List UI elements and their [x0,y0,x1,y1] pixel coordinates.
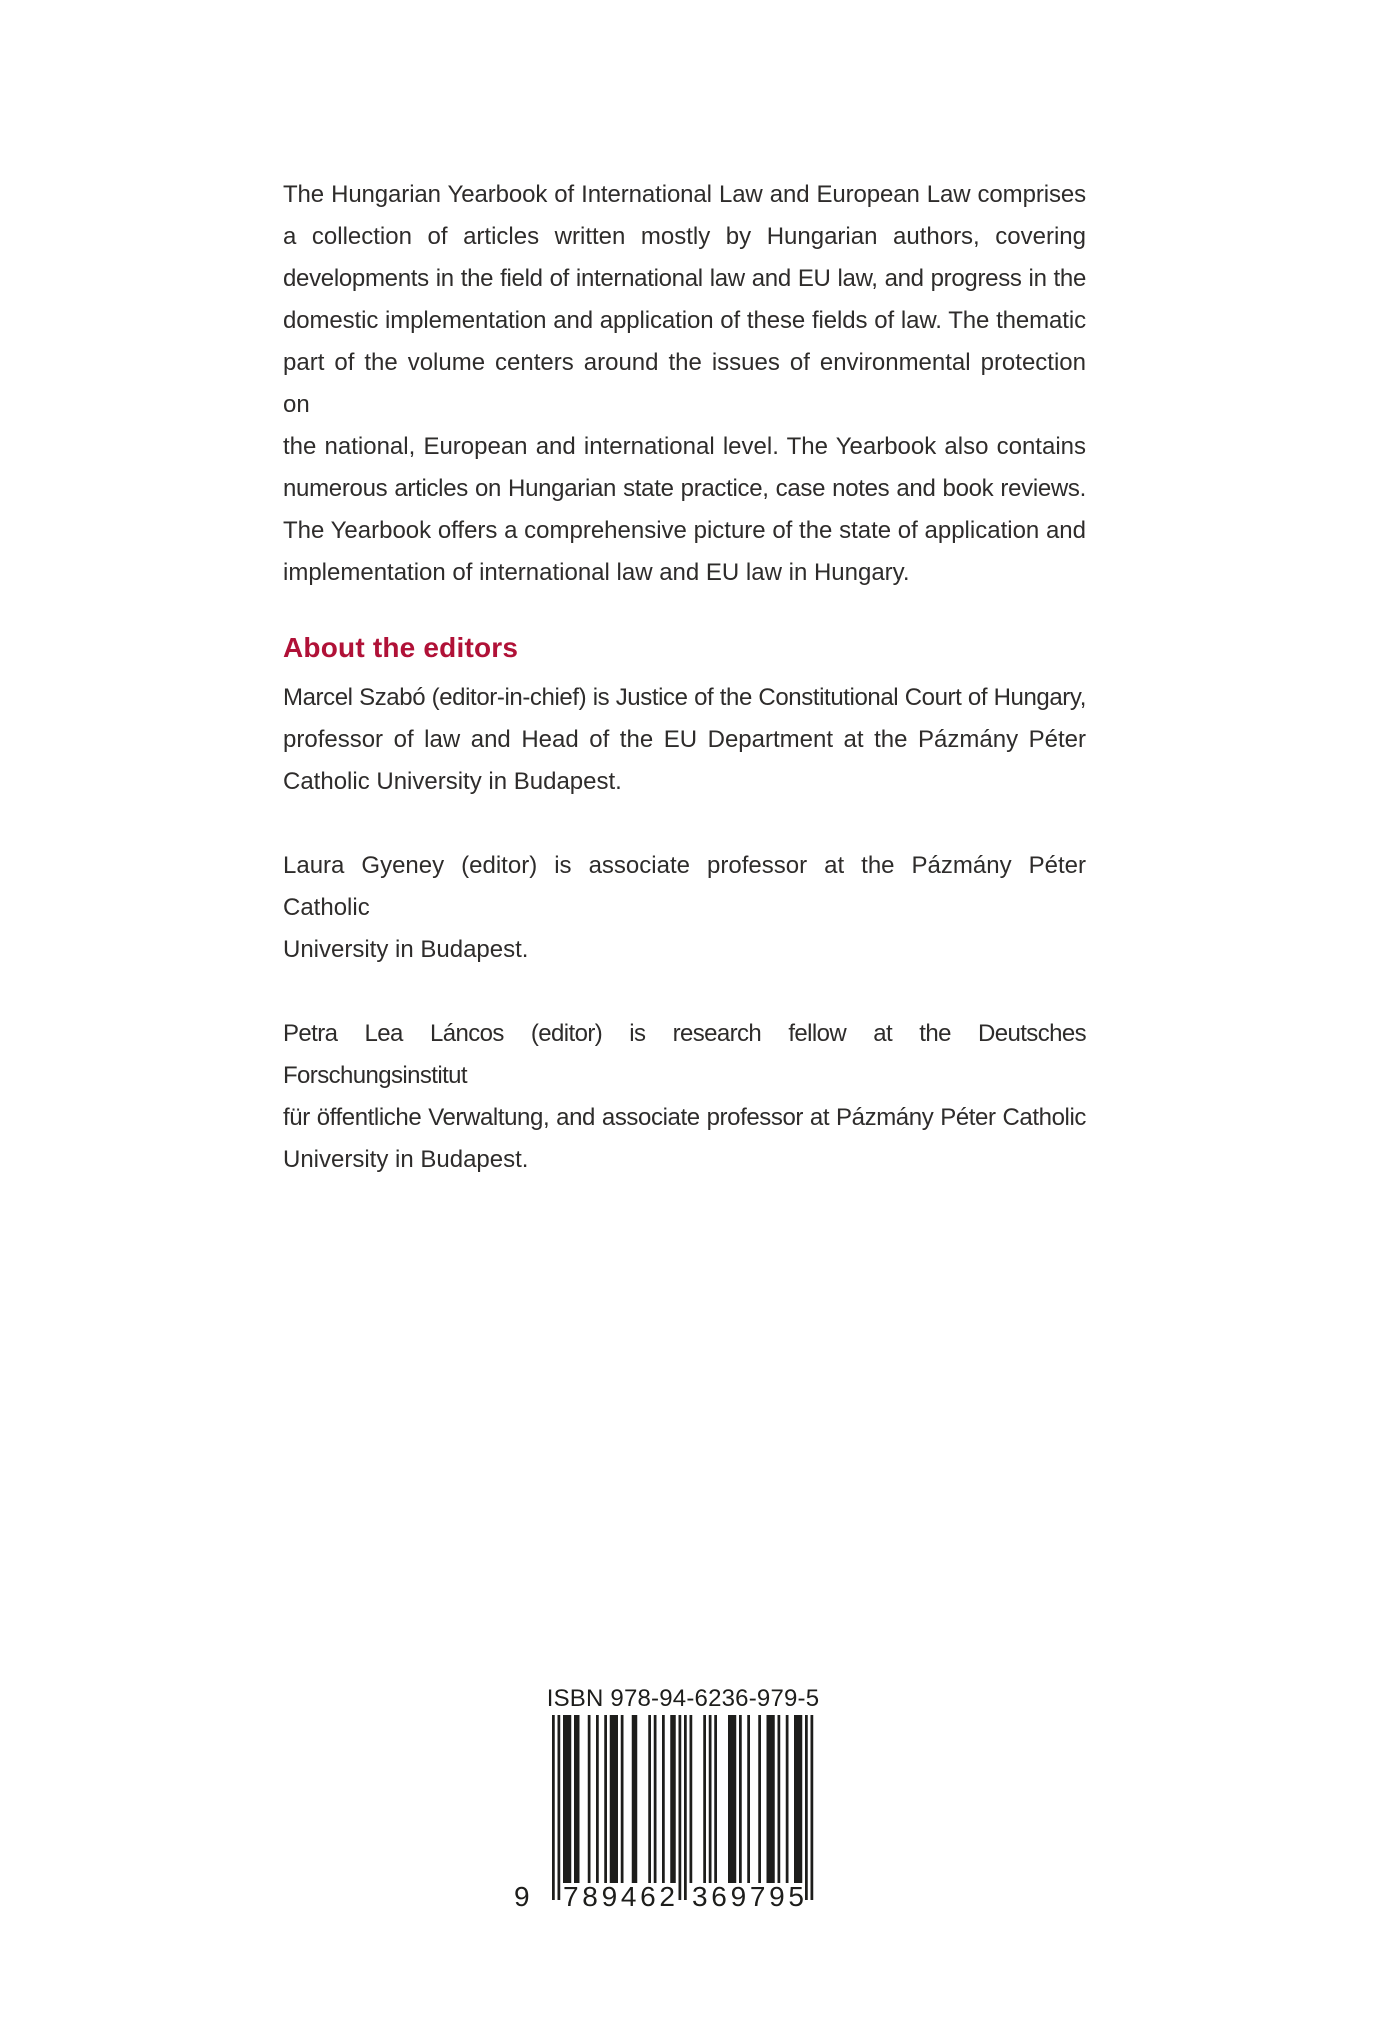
barcode-bar [621,1715,624,1883]
barcode-bar [679,1715,682,1900]
barcode-bar [632,1715,638,1883]
barcode-bar [794,1715,802,1883]
text-line: part of the volume centers around the issues of environmental protection on [283,349,1086,418]
isbn-block [514,1685,820,1916]
text-line: The Yearbook offers a comprehensive picture of the state of application and [283,517,1086,544]
barcode-bar [778,1715,781,1883]
barcode-digit: 9 [601,1881,618,1912]
barcode-bar [739,1715,742,1883]
barcode-bar [805,1715,808,1900]
isbn-label: ISBN 978-94-6236-979-5 [546,1685,820,1712]
barcode-bar [574,1715,580,1883]
blurb-paragraph [283,174,1086,594]
text-line: numerous articles on Hungarian state practice, case notes and book reviews. [283,475,1086,502]
editor-bio-paragraph [283,1013,1086,1181]
barcode-bar [786,1715,789,1883]
barcode-bar [747,1715,750,1883]
barcode-bar [703,1715,706,1883]
text-line: Laura Gyeney (editor) is associate professor at the Pázmány Péter Catholic [283,852,1086,921]
barcode-digit: 7 [563,1881,579,1912]
barcode-bar [596,1715,599,1883]
barcode-bar [648,1715,651,1883]
text-line: Petra Lea Láncos (editor) is research fellow at the Deutsches Forschungsinstitut [283,1020,1086,1089]
barcode-digit: 2 [659,1881,675,1912]
barcode-bar [728,1715,736,1883]
text-line: für öffentliche Verwaltung, and associate professor at Pázmány Péter Catholic [283,1104,1086,1131]
barcode-bar [604,1715,607,1883]
text-line: Catholic University in Budapest. [283,768,622,795]
barcode-digit-group-2 [692,1882,804,1912]
barcode-bar [709,1715,712,1883]
editor-bios [283,677,1086,1181]
barcode-digit-group-1 [563,1882,675,1912]
barcode-bar [558,1715,561,1900]
barcode-digit: 4 [620,1881,637,1912]
text-line: developments in the field of international law and EU law, and progress in the [283,265,1086,292]
barcode-bar [588,1715,591,1883]
barcode-bar [670,1715,676,1883]
text-line: the national, European and international level. The Yearbook also contains [283,433,1086,460]
barcode-digit: 6 [640,1881,656,1912]
barcode-digit: 7 [749,1881,766,1912]
barcode-digit: 9 [769,1881,785,1912]
barcode-bar [758,1715,761,1883]
editor-bio-paragraph [283,677,1086,803]
barcode-bar [767,1715,775,1883]
text-line: a collection of articles written mostly by Hungarian authors, covering [283,223,1086,250]
barcode-bar [552,1715,555,1900]
text-line: professor of law and Head of the EU Department at the Pázmány Péter [283,726,1086,753]
ean13-barcode [552,1715,814,1900]
text-line: Marcel Szabó (editor-in-chief) is Justice of the Constitutional Court of Hungary, [283,684,1086,711]
barcode-digit: 8 [582,1881,598,1912]
text-line: The Hungarian Yearbook of International Law and European Law comprises [283,181,1086,208]
barcode-bar [690,1715,693,1883]
barcode-digits [514,1881,814,1916]
barcode-digit: 3 [692,1881,708,1912]
barcode-bar [811,1715,814,1900]
text-line: domestic implementation and application of these fields of law. The thematic [283,307,1086,334]
barcode-bar [563,1715,571,1883]
barcode-digit: 9 [730,1881,747,1912]
barcode-first-digit: 9 [514,1881,530,1912]
barcode-bar [654,1715,657,1883]
barcode-digit: 6 [711,1881,727,1912]
text-line: University in Budapest. [283,936,529,963]
text-line: University in Budapest. [283,1146,529,1173]
barcode-bar [714,1715,717,1883]
barcode-bar [684,1715,687,1900]
barcode-bar [662,1715,665,1883]
about-editors-heading: About the editors [283,632,519,663]
text-line: implementation of international law and EU law in Hungary. [283,559,910,586]
barcode-bar [610,1715,618,1883]
barcode-digit: 5 [788,1881,804,1912]
editor-bio-paragraph [283,845,1086,971]
